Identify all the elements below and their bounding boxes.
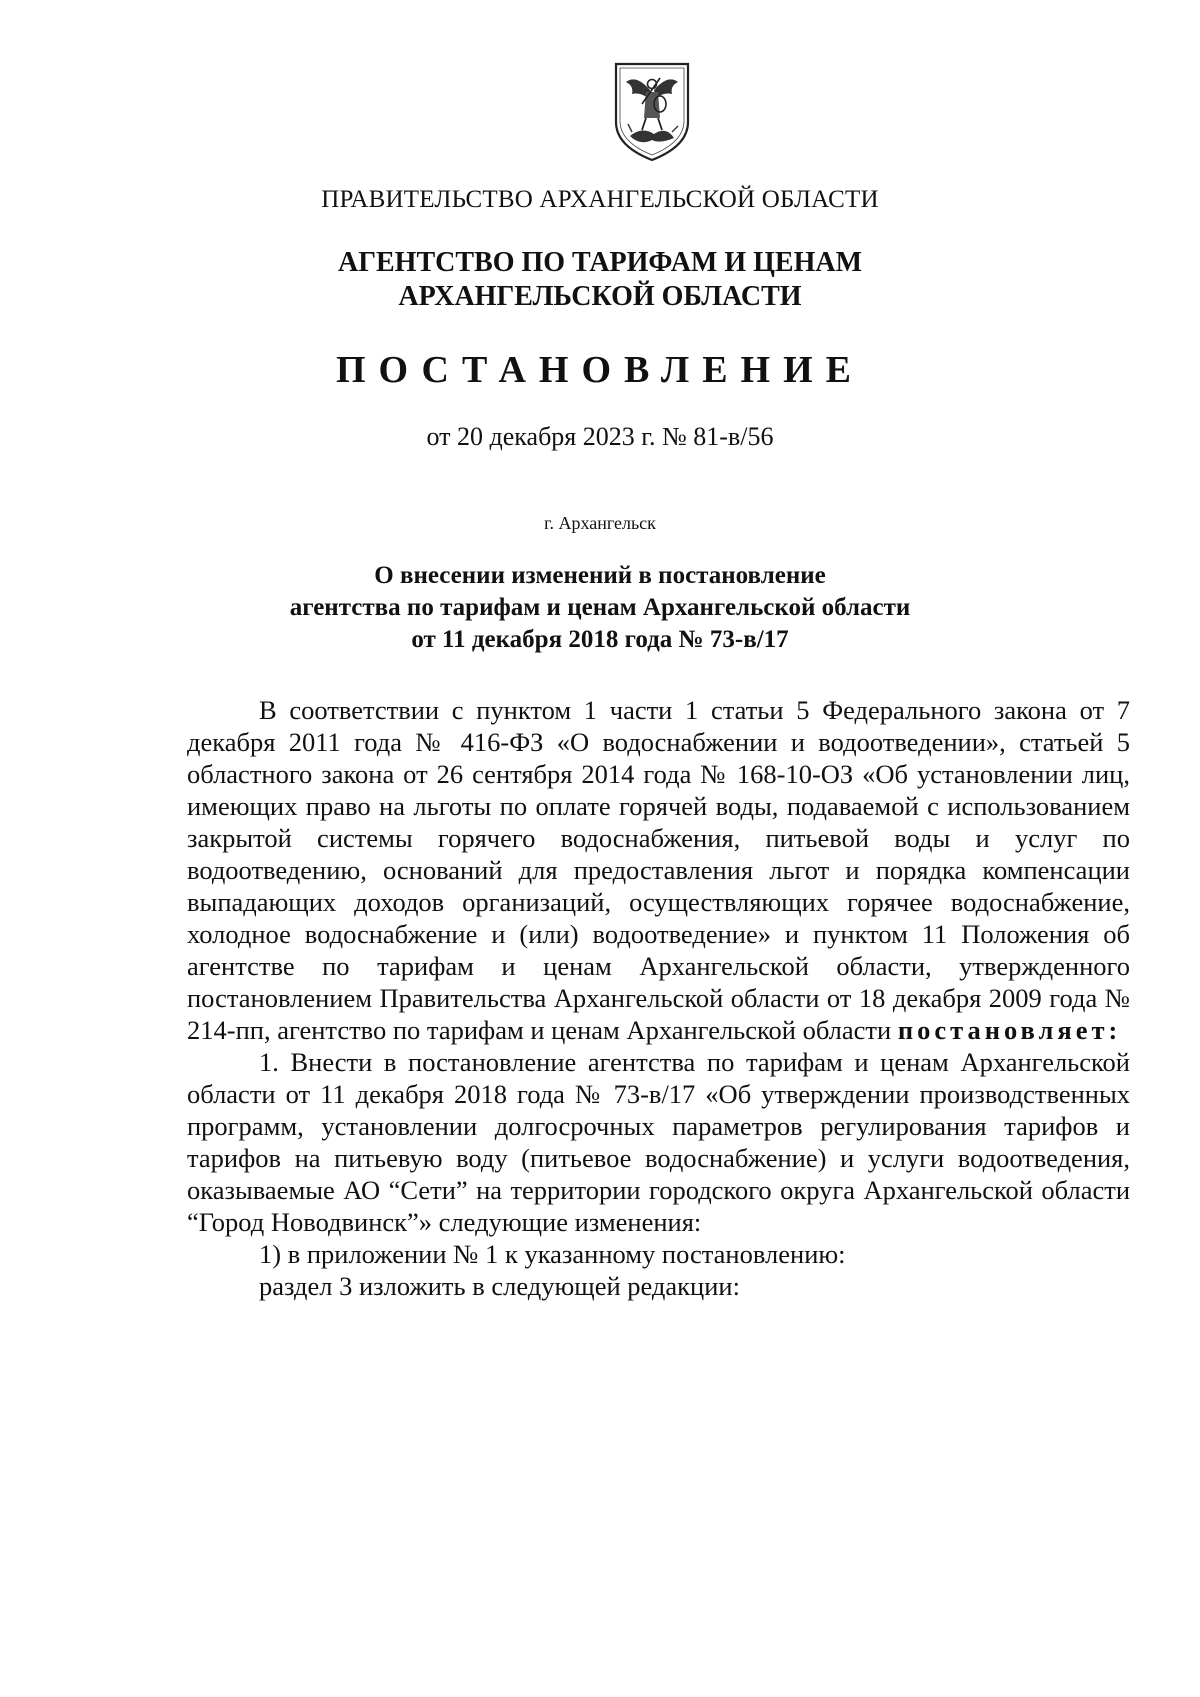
coat-of-arms-emblem [612,60,692,162]
preamble-text: В соответствии с пунктом 1 части 1 статьи 5 Федерального закона от 7 декабря 2011 года № 416-ФЗ «О водоснабжении и водоотведении», статьей 5 областного закона от 26 сентября 2014 года № 168-10-ОЗ «Об установлении лиц, имеющих право на льготы по оплате горячей воды, подаваемой с использованием закрытой системы горячего водоснабжения, питьевой воды и услуг по водоотведению, оснований для предоставления льгот и порядка компенсации выпадающих доходов организаций, осуществляющих горячее водоснабжение, холодное водоснабжение и (или) водоотведение» и пунктом 11 Положения об агентстве по тарифам и ценам Архангельской области, утвержденного постановлением Правительства Архангельской области от 18 декабря 2009 года № 214-пп, агентство по тарифам и ценам Архангельской области [187,695,1130,1045]
document-title-line2: агентства по тарифам и ценам Архангельской области [289,594,911,621]
document-title-line1: О внесении изменений в постановление [374,562,826,589]
resolves-keyword: постановляет: [897,1015,1122,1045]
subitem2-paragraph: раздел 3 изложить в следующей редакции: [259,1271,740,1301]
government-name: ПРАВИТЕЛЬСТВО АРХАНГЕЛЬСКОЙ ОБЛАСТИ [321,186,879,213]
document-type: ПОСТАНОВЛЕНИЕ [335,349,865,391]
agency-name [0,246,1200,314]
item1-paragraph: 1. Внести в постановление агентства по тарифам и ценам Архангельской области от 11 декабря 2018 года № 73-в/17 «Об утверждении производственных программ, установлении долгосрочных параметров регулирования тарифов и тарифов на питьевую воду (питьевое водоснабжение) и услуги водоотведения, оказываемые АО “Сети” на территории городского округа Архангельской области “Город Новодвинск”» следующие изменения: [187,1047,1130,1237]
agency-name-line1: АГЕНТСТВО ПО ТАРИФАМ И ЦЕНАМ [337,247,863,278]
document-city: г. Архангельск [544,513,656,533]
document-body [187,694,1130,1302]
coat-of-arms-icon [612,60,692,162]
preamble-paragraph [187,694,1130,1046]
subitem1-paragraph: 1) в приложении № 1 к указанному постановлению: [259,1239,846,1269]
document-date-number: от 20 декабря 2023 г. № 81-в/56 [426,422,774,451]
document-title [0,560,1200,656]
agency-name-line2: АРХАНГЕЛЬСКОЙ ОБЛАСТИ [398,281,802,312]
document-title-line3: от 11 декабря 2018 года № 73-в/17 [411,626,789,653]
